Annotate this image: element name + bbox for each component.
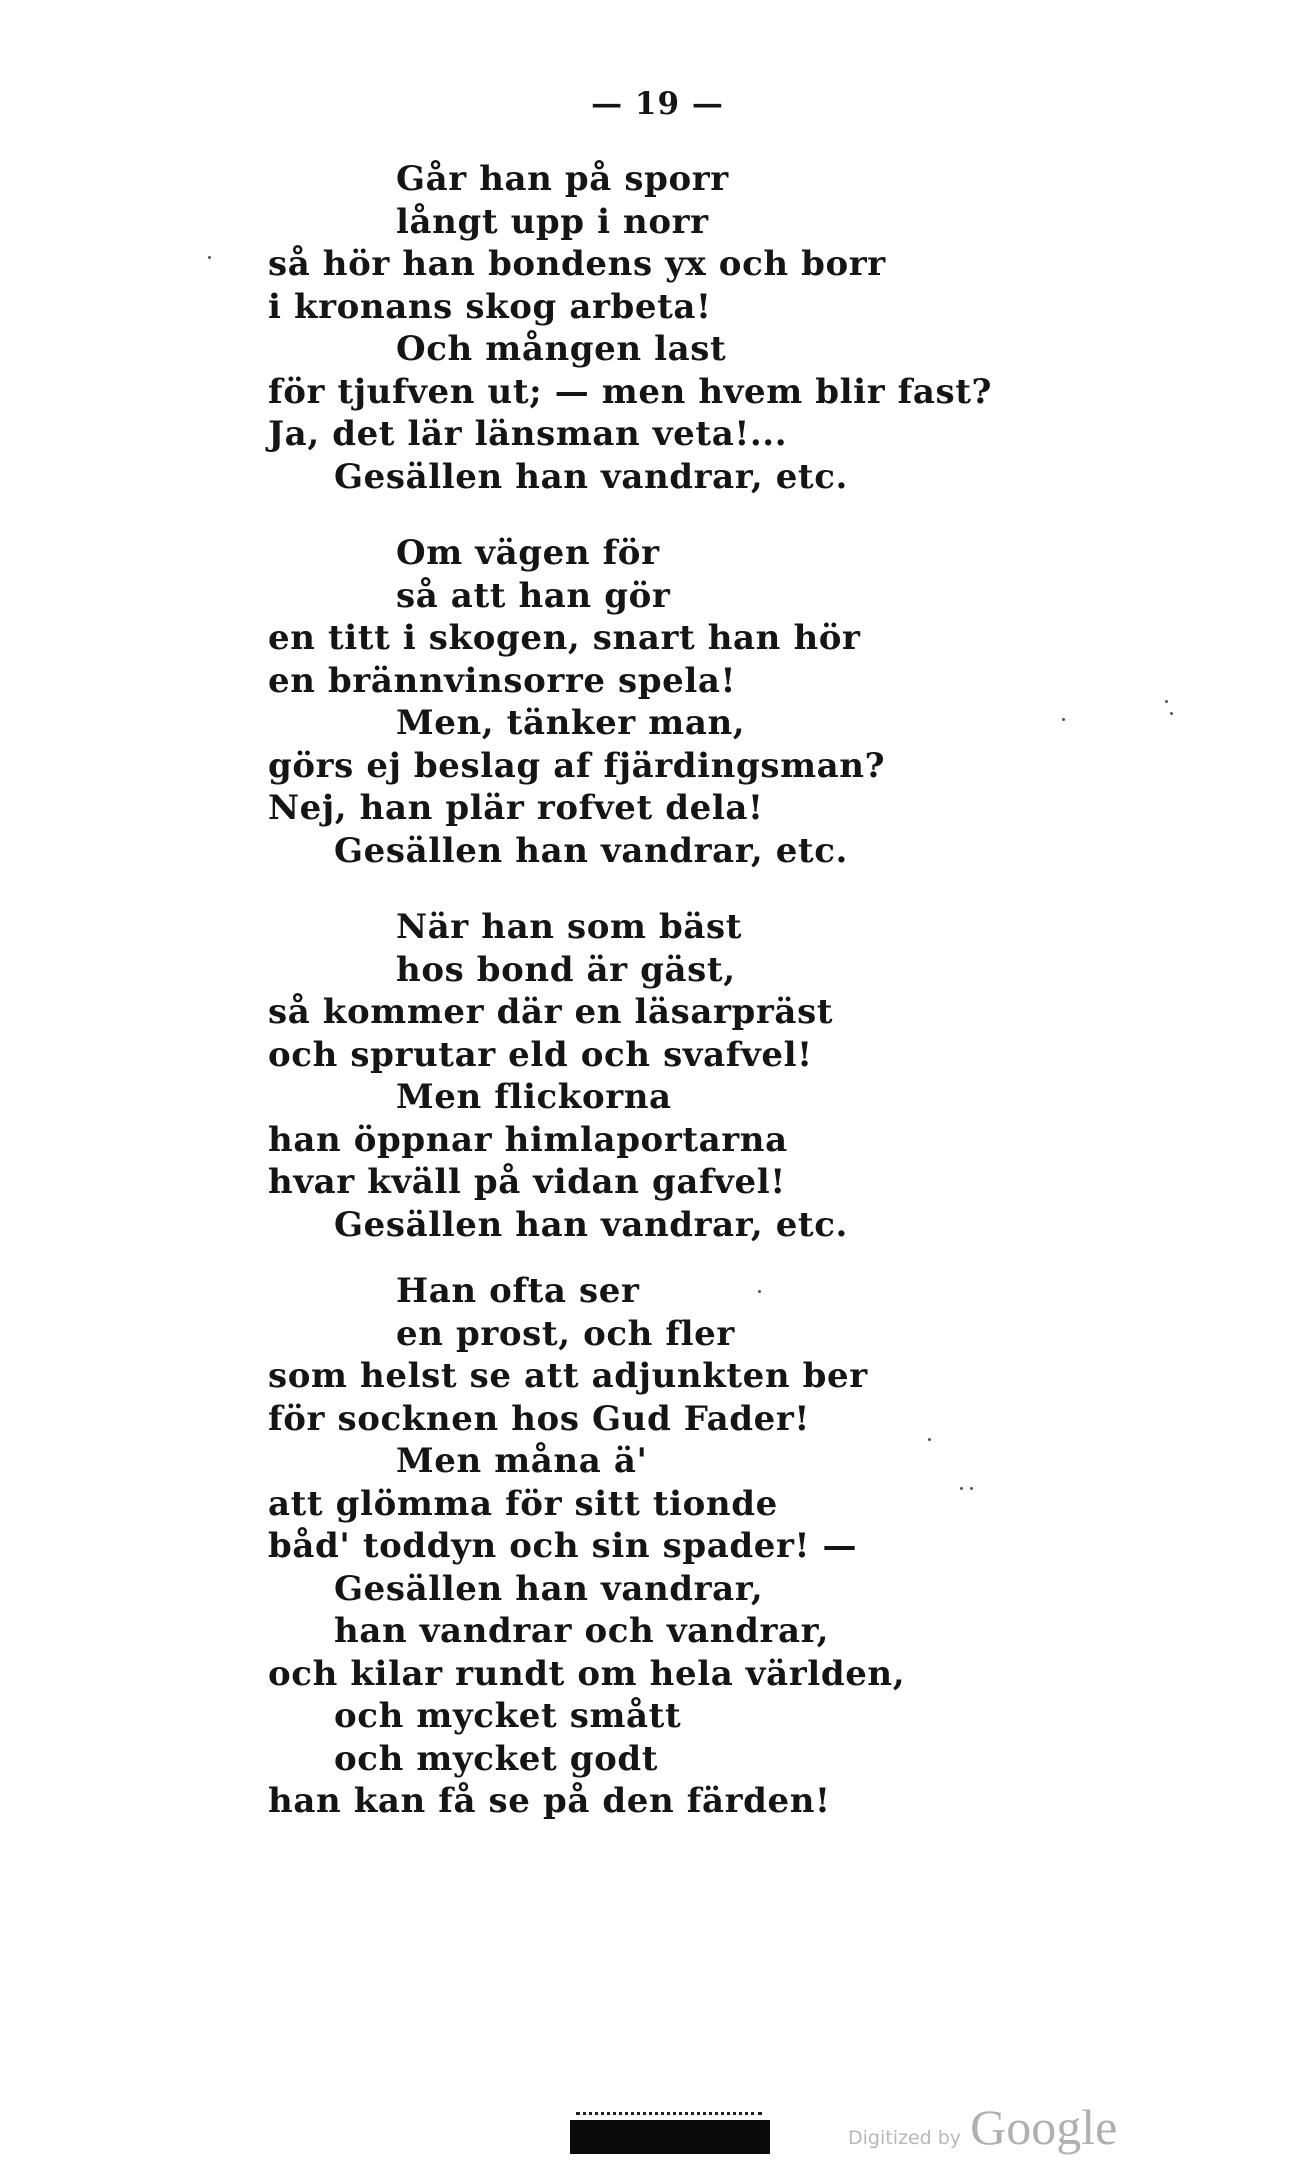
poem-line: Men, tänker man, [396,703,746,743]
poem [268,158,1168,1823]
poem-line: Ja, det lär länsman veta!... [268,414,788,454]
poem-line: som helst se att adjunkten ber [268,1356,868,1396]
refrain-line: och mycket smått [334,1696,682,1736]
refrain-line: Gesällen han vandrar, etc. [334,1204,848,1245]
scan-speck [960,1487,963,1490]
poem-line: långt upp i norr [396,201,709,242]
library-stamp-bar [570,2120,770,2154]
scan-speck [208,256,211,259]
stanza-2 [268,532,1168,872]
poem-line: en prost, och fler [396,1313,735,1354]
poem-line: När han som bäst [396,907,743,947]
poem-line: båd' toddyn och sin spader! — [268,1526,858,1566]
watermark-prefix: Digitized by [848,2127,962,2149]
poem-line: en brännvinsorre spela! [268,660,737,701]
poem-line: så att han gör [396,575,671,616]
refrain-line: Gesällen han vandrar, [334,1568,764,1609]
refrain-line: och kilar rundt om hela världen, [268,1653,906,1694]
poem-line: Går han på sporr [396,159,729,199]
page-number: — 19 — [591,86,724,122]
poem-line: i kronans skog arbeta! [268,286,712,327]
refrain-line: och mycket godt [334,1738,659,1779]
poem-line: hvar kväll på vidan gafvel! [268,1162,786,1202]
poem-line: en titt i skogen, snart han hör [268,618,861,658]
scan-speck [970,1487,973,1490]
poem-line: för socknen hos Gud Fader! [268,1398,810,1439]
poem-line: Han ofta ser [396,1271,640,1311]
poem-line: hos bond är gäst, [396,949,736,990]
poem-line: så hör han bondens yx och borr [268,244,886,284]
poem-line: för tjufven ut; — men hvem blir fast? [268,371,993,412]
refrain-line: Gesällen han vandrar, etc. [334,456,848,497]
google-logo: Google [970,2099,1118,2155]
poem-line: så kommer där en läsarpräst [268,992,834,1032]
poem-line: Men måna ä' [396,1441,648,1481]
poem-line: han öppnar himlaportarna [268,1119,788,1160]
refrain-line: Gesällen han vandrar, etc. [334,830,848,871]
poem-line: Men flickorna [396,1077,672,1117]
scan-speck [1170,712,1173,715]
scan-speck [1165,700,1168,703]
poem-line: Och mången last [396,329,727,369]
stanza-1 [268,158,1168,498]
scan-speck [758,1290,761,1293]
poem-line: Nej, han plär rofvet dela! [268,788,764,828]
stanza-4 [268,1270,1168,1823]
scan-speck [928,1438,931,1441]
poem-line: att glömma för sitt tionde [268,1483,778,1524]
poem-line: görs ej beslag af fjärdingsman? [268,745,886,786]
scan-speck [1062,718,1065,721]
poem-line: och sprutar eld och svafvel! [268,1034,813,1075]
poem-line: Om vägen för [396,533,660,573]
refrain-line: han vandrar och vandrar, [334,1611,830,1651]
stanza-3 [268,906,1168,1246]
refrain-line: han kan få se på den färden! [268,1781,831,1821]
digitized-watermark [848,2098,1168,2158]
